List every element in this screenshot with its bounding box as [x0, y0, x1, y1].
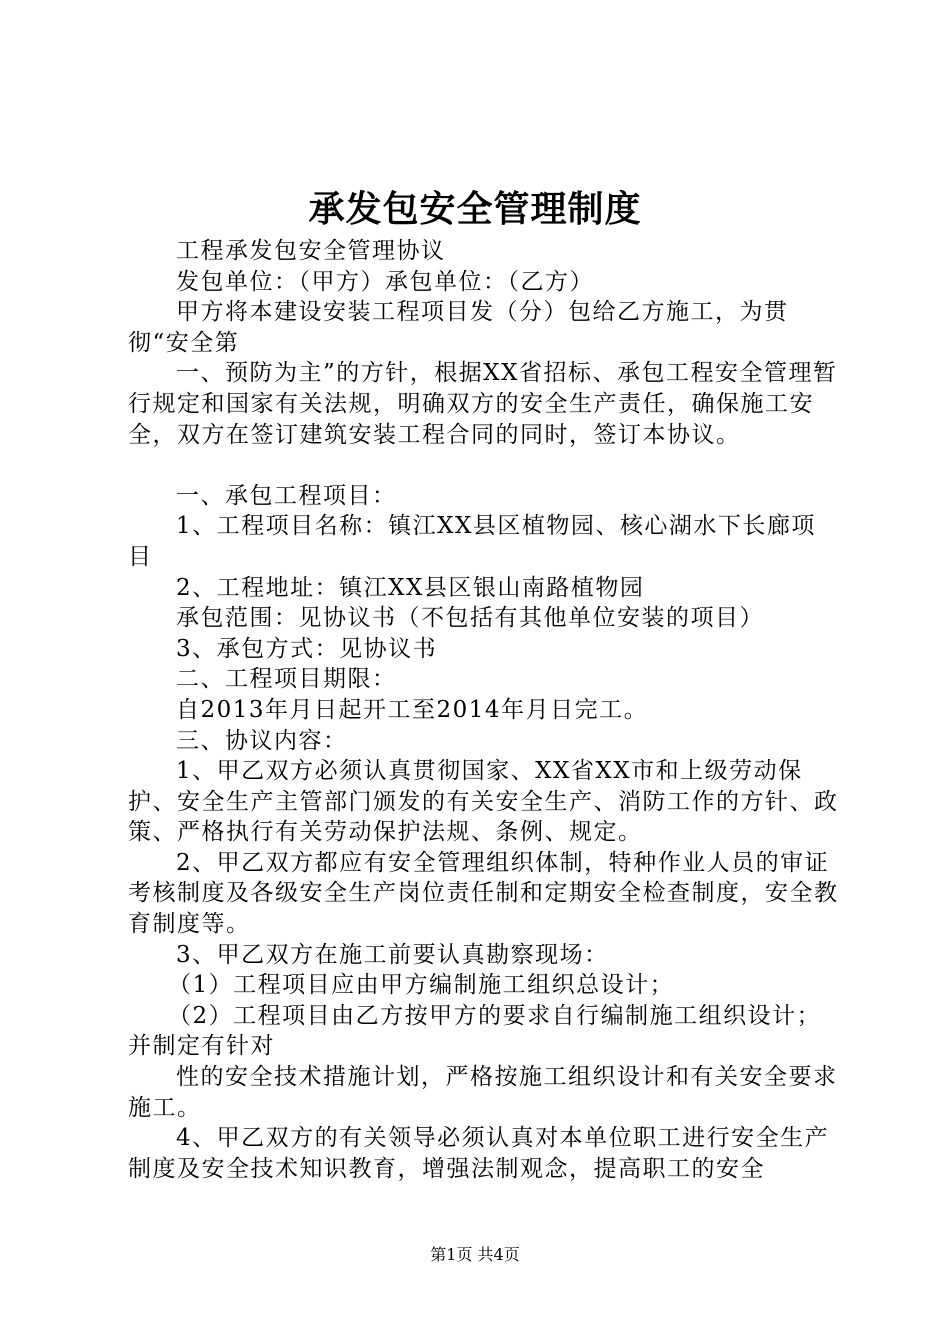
paragraph: （1）工程项目应由甲方编制施工组织总设计； — [168, 972, 675, 999]
paragraph: 发包单位：（甲方）承包单位：（乙方） — [176, 268, 594, 295]
paragraph: 2、工程地址：镇江XX县区银山南路植物园 — [176, 574, 645, 601]
paragraph: 性的安全技术措施计划，严格按施工组织设计和有关安全要求施工。 — [128, 1064, 838, 1121]
paragraph: 二、工程项目期限： — [176, 666, 397, 693]
paragraph: 工程承发包安全管理协议 — [176, 238, 446, 264]
paragraph: 3、承包方式：见协议书 — [176, 635, 438, 662]
paragraph: 承包范围：见协议书（不包括有其他单位安装的项目） — [176, 605, 764, 632]
paragraph: 一、预防为主”的方针，根据XX省招标、承包工程安全管理暂行规定和国家有关法规，明确双方的安全生产责任，确保施工安全，双方在签订建筑安装工程合同的同时，签订本协议。 — [128, 360, 838, 448]
paragraph: 4、甲乙双方的有关领导必须认真对本单位职工进行安全生产制度及安全技术知识教育，增强法制观念，提高职工的安全 — [128, 1125, 830, 1182]
page-footer: 第1页 共4页 — [430, 1245, 520, 1264]
paragraph: 一、承包工程项目： — [176, 482, 397, 509]
paragraph: 3、甲乙双方在施工前要认真勘察现场： — [176, 941, 609, 968]
paragraph: 1、甲乙双方必须认真贯彻国家、XX省XX市和上级劳动保护、安全生产主管部门颁发的有关安全生产、消防工作的方针、政策、严格执行有关劳动保护法规、条例、规定。 — [128, 758, 839, 846]
paragraph: 三、协议内容： — [176, 727, 348, 754]
document-body — [128, 236, 840, 1184]
paragraph: 1、工程项目名称：镇江XX县区植物园、核心湖水下长廊项目 — [128, 513, 816, 570]
paragraph: 2、甲乙双方都应有安全管理组织体制，特种作业人员的审证考核制度及各级安全生产岗位责任制和定期安全检查制度，安全教育制度等。 — [128, 849, 839, 938]
paragraph: 甲方将本建设安装工程项目发（分）包给乙方施工，为贯彻“安全第 — [128, 299, 789, 356]
paragraph: 自2013年月日起开工至2014年月日完工。 — [176, 696, 649, 723]
blank-line — [128, 450, 840, 481]
document-title: 承发包安全管理制度 — [308, 188, 642, 230]
paragraph: （2）工程项目由乙方按甲方的要求自行编制施工组织设计；并制定有针对 — [128, 1002, 822, 1060]
